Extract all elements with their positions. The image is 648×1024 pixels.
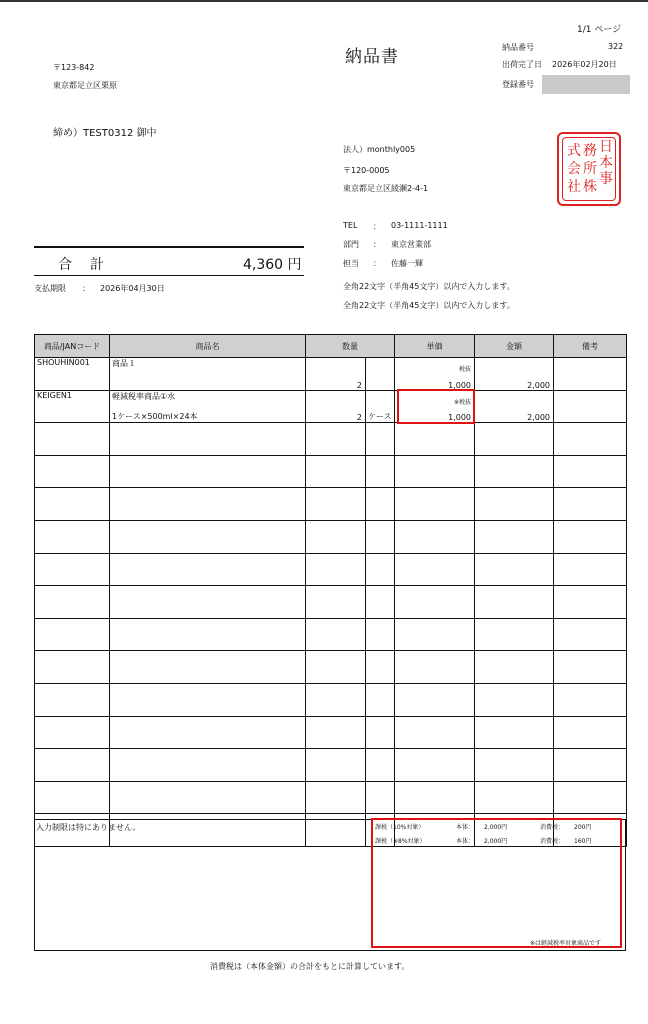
staff-label: 担当	[343, 259, 359, 268]
recipient-postal: 〒123-842	[53, 63, 95, 72]
header-remarks: 備考	[554, 335, 627, 358]
empty-row	[35, 553, 627, 586]
seal-glyph: 事	[599, 171, 613, 187]
delivery-no-label: 納品番号	[502, 43, 534, 52]
price-highlight-box	[397, 389, 475, 424]
seal-glyph: 本	[599, 155, 613, 171]
tax8-tax: 160円	[574, 838, 592, 845]
seal-glyph: 日	[599, 139, 613, 155]
item-name-detail: 1ケース×500ml×24本	[112, 412, 198, 422]
staff-colon: ：	[373, 259, 381, 268]
price-tax-note: ※税抜	[453, 398, 471, 406]
registration-label: 登録番号	[502, 80, 534, 89]
empty-row	[35, 651, 627, 684]
header-qty: 数量	[306, 335, 395, 358]
item-code: SHOUHIN001	[37, 358, 90, 367]
shipped-label: 出荷完了日	[502, 60, 542, 69]
tax10-base: 2,000円	[484, 824, 508, 831]
table-header-row	[35, 335, 627, 358]
cell-name	[110, 358, 306, 391]
reduced-tax-note: ※は軽減税率対象商品です	[530, 940, 602, 947]
header-amount: 金額	[475, 335, 554, 358]
cell-unit	[366, 390, 395, 423]
sender-note-1: 全角22文字（半角45文字）以内で入力します。	[343, 282, 515, 291]
total-amount: 4,360 円	[243, 257, 302, 273]
item-amount: 2,000	[527, 380, 550, 390]
tel-colon: ：	[373, 222, 381, 231]
cell-code	[35, 358, 110, 391]
cell-amount	[475, 390, 554, 423]
seal-glyph: 式	[567, 143, 581, 159]
header-code: 商品/JANコード	[35, 335, 110, 358]
empty-row	[35, 586, 627, 619]
calc-note: 消費税は（本体金額）の合計をもとに計算しています。	[210, 962, 410, 971]
item-name: 軽減税率商品①水	[112, 391, 176, 401]
recipient-address: 東京都足立区栗原	[53, 81, 117, 90]
due-label: 支払期限	[34, 284, 66, 293]
empty-row	[35, 423, 627, 456]
tax10-label: 課税（10%対象）	[375, 824, 425, 831]
tax8-tax-label: 消費税：	[540, 838, 565, 845]
sender-company: 法人）monthly005	[343, 145, 416, 154]
tax8-base: 2,000円	[484, 838, 508, 845]
item-name: 商品１	[112, 359, 136, 368]
empty-row	[35, 455, 627, 488]
document-title: 納品書	[345, 47, 399, 67]
item-price: 1,000	[448, 380, 471, 390]
empty-row	[35, 749, 627, 782]
items-table	[34, 334, 627, 847]
total-bottom-rule	[34, 275, 304, 276]
company-seal	[557, 132, 621, 206]
shipped-date: 2026年02月20日	[552, 60, 617, 69]
empty-row	[35, 488, 627, 521]
sender-note-2: 全角22文字（半角45文字）以内で入力します。	[343, 301, 515, 310]
registration-number-redacted	[542, 75, 630, 94]
due-colon: ：	[82, 284, 90, 293]
cell-code	[35, 390, 110, 423]
tax10-tax: 200円	[574, 824, 592, 831]
seal-glyph: 所	[583, 161, 597, 177]
page-info: 1/1 ページ	[577, 25, 622, 35]
tel-label: TEL	[343, 221, 358, 230]
cell-amount	[475, 358, 554, 391]
table-row	[35, 390, 627, 423]
item-qty: 2	[356, 413, 362, 423]
tax8-label: 課税（※8%対象）	[375, 838, 426, 845]
tax10-tax-label: 消費税：	[540, 824, 565, 831]
empty-row	[35, 618, 627, 651]
header-name: 商品名	[110, 335, 306, 358]
seal-glyph: 会	[567, 161, 581, 177]
item-qty: 2	[356, 380, 362, 390]
top-border	[0, 0, 648, 2]
cell-name	[110, 390, 306, 423]
price-tax-note: 税抜	[458, 366, 471, 373]
item-amount: 2,000	[527, 413, 550, 423]
delivery-no: 322	[608, 42, 624, 51]
empty-row	[35, 683, 627, 716]
dept-value: 東京営業部	[391, 240, 431, 249]
due-date: 2026年04月30日	[100, 284, 165, 293]
dept-colon: ：	[373, 240, 381, 249]
empty-row	[35, 520, 627, 553]
tax8-base-label: 本体：	[456, 838, 475, 845]
memo-text: 入力制限は特にありません。	[36, 823, 141, 832]
seal-glyph: 株	[583, 179, 597, 195]
dept-label: 部門	[343, 240, 359, 249]
seal-glyph: 務	[583, 143, 597, 159]
total-top-rule	[34, 246, 304, 248]
staff-value: 佐藤一輝	[391, 259, 423, 268]
sender-postal: 〒120-0005	[343, 166, 390, 175]
tax10-base-label: 本体：	[456, 824, 475, 831]
cell-qty	[306, 390, 366, 423]
item-price: 1,000	[448, 413, 471, 423]
empty-row	[35, 781, 627, 814]
item-unit: ケース	[368, 412, 392, 422]
cell-unit	[366, 358, 395, 391]
cell-remarks	[554, 358, 627, 391]
table-row	[35, 358, 627, 391]
empty-row	[35, 716, 627, 749]
item-code: KEIGEN1	[37, 390, 72, 400]
cell-remarks	[554, 390, 627, 423]
sender-address: 東京都足立区綾瀬2-4-1	[343, 184, 429, 193]
total-label: 合 計	[58, 257, 106, 273]
cell-qty	[306, 358, 366, 391]
tel-value: 03-1111-1111	[391, 221, 448, 230]
recipient-name: 締め）TEST0312 御中	[53, 128, 157, 139]
header-price: 単価	[395, 335, 475, 358]
cell-price	[395, 358, 475, 391]
seal-glyph: 社	[567, 179, 581, 195]
